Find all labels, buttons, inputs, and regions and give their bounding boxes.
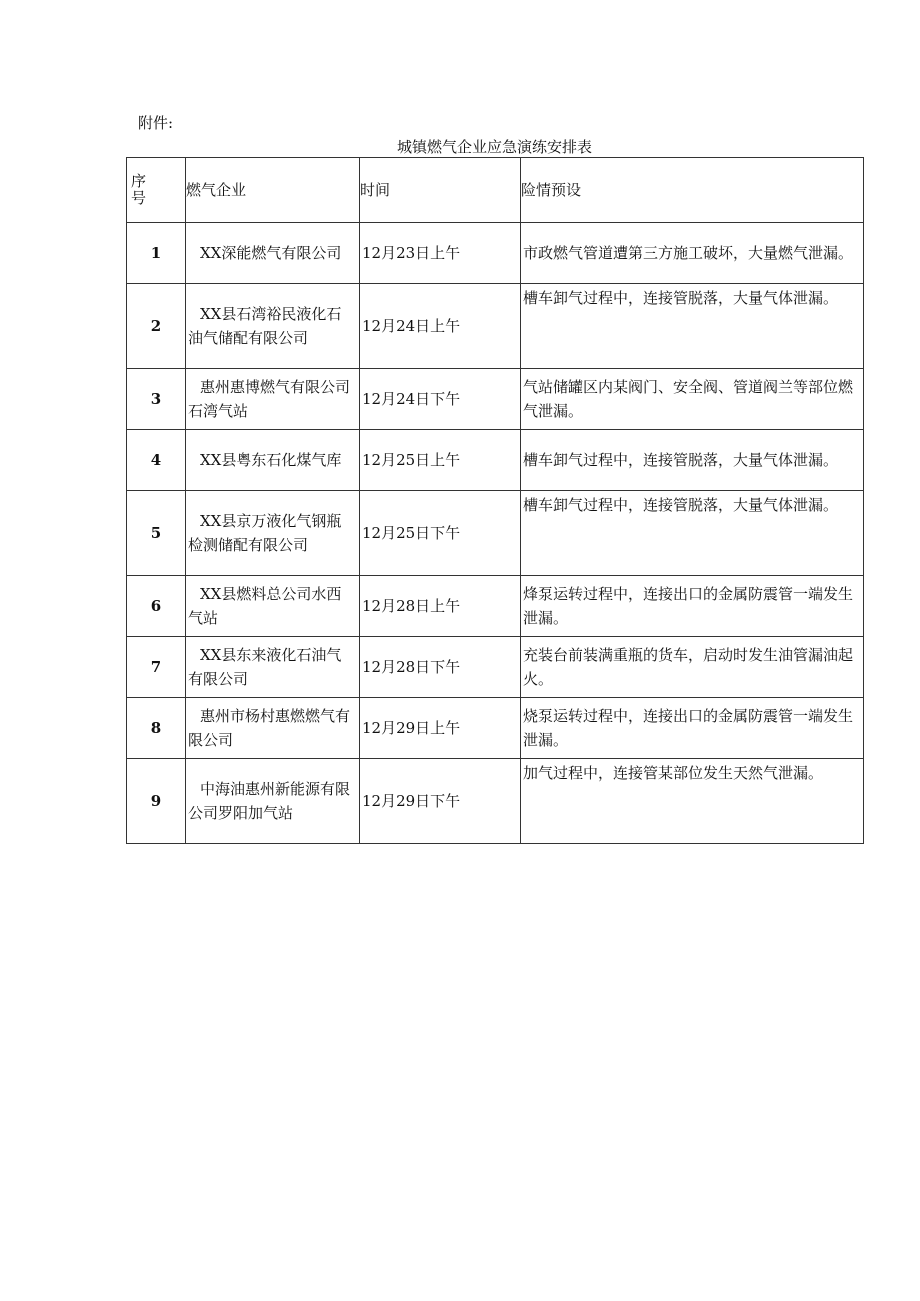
drill-schedule-table: [126, 157, 864, 844]
row-number: 1: [127, 223, 186, 284]
header-time: 时间: [360, 158, 521, 223]
row-date: 12月28日上午: [360, 576, 521, 637]
table-row: [127, 284, 864, 369]
row-date: 12月24日上午: [360, 284, 521, 369]
header-row: [127, 158, 864, 223]
row-number: 5: [127, 491, 186, 576]
row-scenario: 槽车卸气过程中，连接管脱落，大量气体泄漏。: [521, 284, 864, 369]
table-row: [127, 698, 864, 759]
row-date: 12月29日上午: [360, 698, 521, 759]
header-seq: [127, 158, 186, 223]
row-date: 12月29日下午: [360, 759, 521, 844]
table-row: [127, 491, 864, 576]
row-number: 8: [127, 698, 186, 759]
row-number: 4: [127, 430, 186, 491]
table-title: 城镇燃气企业应急演练安排表: [396, 138, 592, 156]
table-row: [127, 369, 864, 430]
row-number: 7: [127, 637, 186, 698]
row-scenario: 市政燃气管道遭第三方施工破坏，大量燃气泄漏。: [521, 223, 864, 284]
row-company: 惠州市杨村惠燃燃气有限公司: [186, 698, 360, 759]
row-company: XX县粤东石化煤气库: [186, 430, 360, 491]
row-scenario: 烧泵运转过程中，连接出口的金属防震管一端发生泄漏。: [521, 698, 864, 759]
row-number: 3: [127, 369, 186, 430]
row-company: XX县东来液化石油气有限公司: [186, 637, 360, 698]
row-number: 9: [127, 759, 186, 844]
table-row: [127, 223, 864, 284]
table-row: [127, 637, 864, 698]
row-scenario: 槽车卸气过程中，连接管脱落，大量气体泄漏。: [521, 491, 864, 576]
row-date: 12月23日上午: [360, 223, 521, 284]
row-scenario: 加气过程中，连接管某部位发生天然气泄漏。: [521, 759, 864, 844]
row-scenario: 充装台前装满重瓶的货车，启动时发生油管漏油起火。: [521, 637, 864, 698]
row-company: 惠州惠博燃气有限公司石湾气站: [186, 369, 360, 430]
row-company: XX县京万液化气钢瓶检测储配有限公司: [186, 491, 360, 576]
table-row: [127, 430, 864, 491]
row-scenario: 气站储罐区内某阀门、安全阀、管道阀兰等部位燃气泄漏。: [521, 369, 864, 430]
row-date: 12月25日上午: [360, 430, 521, 491]
row-date: 12月24日下午: [360, 369, 521, 430]
row-number: 2: [127, 284, 186, 369]
row-company: XX县燃料总公司水西气站: [186, 576, 360, 637]
row-date: 12月25日下午: [360, 491, 521, 576]
table-row: [127, 576, 864, 637]
row-company: XX深能燃气有限公司: [186, 223, 360, 284]
row-date: 12月28日下午: [360, 637, 521, 698]
row-number: 6: [127, 576, 186, 637]
header-seq-line1: 序: [131, 172, 147, 190]
header-scenario: 险情预设: [521, 158, 864, 223]
header-seq-line2: 号: [131, 189, 147, 207]
attachment-label: 附件:: [138, 114, 174, 132]
row-scenario: 烽泵运转过程中，连接出口的金属防震管一端发生泄漏。: [521, 576, 864, 637]
table-row: [127, 759, 864, 844]
row-company: 中海油惠州新能源有限公司罗阳加气站: [186, 759, 360, 844]
row-scenario: 槽车卸气过程中，连接管脱落，大量气体泄漏。: [521, 430, 864, 491]
header-company: 燃气企业: [186, 158, 360, 223]
row-company: XX县石湾裕民液化石油气储配有限公司: [186, 284, 360, 369]
